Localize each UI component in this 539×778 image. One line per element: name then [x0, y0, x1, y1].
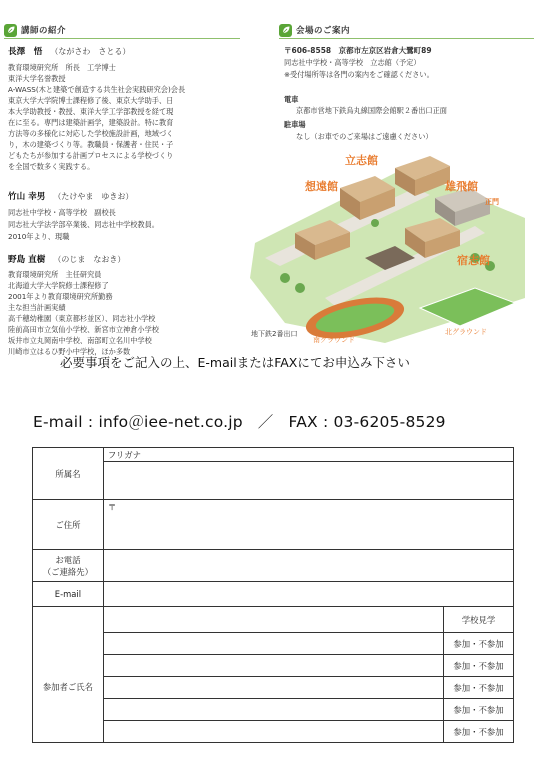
lecturer-bio-line: 北海道大学大学院修士課程修了	[8, 281, 109, 290]
school-visit-header: 学校見学	[444, 607, 514, 633]
contact-separator: ／	[257, 413, 274, 431]
phone-label-line2: （ご連絡先）	[42, 566, 94, 577]
venue-building: 同志社中学校・高等学校 立志館（予定）	[284, 58, 421, 67]
participant-name-field[interactable]	[103, 655, 443, 677]
parking-text: なし（お車でのご来場はご遠慮ください）	[296, 132, 433, 141]
lecturer-name: 長澤 悟	[8, 47, 43, 57]
lecturer-name: 竹山 幸男	[8, 192, 46, 202]
map-label-risshikan: 立志館	[345, 154, 378, 167]
lecturer-bio-line: 方法等の多様化に対応した学校施設計画，地域づく	[8, 129, 174, 138]
lecturers-section-title: 講師の紹介	[21, 26, 67, 36]
application-notice: 必要事項をご記入の上、E-mailまたはFAXにてお申込み下さい	[60, 355, 410, 370]
phone-field[interactable]	[103, 550, 513, 582]
lecturer-name-row	[8, 255, 125, 266]
venue-section-header	[279, 22, 350, 38]
lecturer-bio-line: 在に至る。専門は建築計画学，建築設計。特に教育	[8, 118, 174, 127]
affiliation-field[interactable]	[103, 462, 513, 500]
lecturer-bio-line: 同志社中学校・高等学校 副校長	[8, 208, 116, 217]
participants-header-blank	[103, 607, 443, 633]
lecturer-kana: （ながさわ さとる）	[50, 47, 131, 56]
attendance-option[interactable]: 参加・不参加	[444, 633, 514, 655]
participants-label-spacer	[33, 607, 104, 633]
application-form	[32, 447, 514, 743]
lecturer-bio-line: 川崎市立はるひ野小中学校，ほか多数	[8, 347, 131, 356]
email-field[interactable]	[103, 582, 513, 607]
participant-name-field[interactable]	[103, 699, 443, 721]
postal-mark: 〒	[107, 502, 117, 512]
campus-map	[245, 148, 530, 343]
lecturer-bio-line: 高千穂幼稚園（東京都杉並区）、同志社小学校	[8, 314, 156, 323]
map-label-north-ground: 北グラウンド	[445, 328, 487, 336]
phone-label	[33, 550, 104, 582]
lecturer-bio-line: どもたちが参加する計画プロセスによる学校づくり	[8, 151, 174, 160]
map-label-soenkan: 想遠館	[305, 180, 338, 193]
lecturer-bio-line: 2001年より教育環境研究所勤務	[8, 292, 113, 301]
lecturers-section-header	[4, 22, 66, 38]
lecturer-bio-line: 教育環境研究所 所長 工学博士	[8, 63, 116, 72]
lecturer-kana: （たけやま ゆきお）	[53, 192, 134, 201]
lecturer-bio-line: 同志社大学法学部卒業後、同志社中学校教員。	[8, 220, 159, 229]
lecturer-bio-line: 本大学助教授・教授、東洋大学工学部教授を経て現	[8, 107, 174, 116]
attendance-option[interactable]: 参加・不参加	[444, 677, 514, 699]
participant-name-field[interactable]	[103, 633, 443, 655]
leaf-icon	[4, 24, 17, 37]
furigana-hint: フリガナ	[103, 448, 513, 462]
train-heading: 電車	[284, 95, 299, 104]
lecturer-name: 野島 直樹	[8, 255, 46, 265]
leaf-icon	[279, 24, 292, 37]
participant-name-field[interactable]	[103, 677, 443, 699]
contact-fax: FAX : 03-6205-8529	[288, 413, 446, 431]
section-divider	[279, 38, 534, 39]
attendance-option[interactable]: 参加・不参加	[444, 721, 514, 743]
address-field[interactable]	[103, 500, 513, 550]
lecturer-bio-line: を全国で数多く実践する。	[8, 162, 95, 171]
lecturer-bio-line: 東京大学大学院博士課程修了後、東京大学助手、日	[8, 96, 174, 105]
lecturer-bio-line: 陸前高田市立気仙小学校、新宮市立神倉小学校	[8, 325, 159, 334]
venue-address: 〒606-8558 京都市左京区岩倉大鷺町89	[284, 46, 432, 55]
map-label-entrance: 正門	[485, 198, 499, 206]
lecturer-bio-line: 東洋大学名誉教授	[8, 74, 66, 83]
lecturer-name-row	[8, 192, 133, 203]
lecturer-bio-line: 2010年より、現職	[8, 232, 70, 241]
participant-name-field[interactable]	[103, 721, 443, 743]
train-text: 京都市営地下鉄烏丸線国際会館駅２番出口正面	[296, 106, 447, 115]
attendance-option[interactable]: 参加・不参加	[444, 655, 514, 677]
lecturer-bio-line: り，木の建築づくり等。教職員・保護者・住民・子	[8, 140, 174, 149]
venue-section-title: 会場のご案内	[296, 26, 351, 36]
map-label-shukokan: 宿志館	[457, 254, 490, 267]
contact-line	[33, 410, 446, 432]
phone-label-line1: お電話	[55, 554, 81, 565]
lecturer-name-row	[8, 47, 130, 58]
lecturer-kana: （のじま なおき）	[53, 255, 126, 264]
section-divider	[4, 38, 240, 39]
contact-email[interactable]: E-mail : info＠iee-net.co.jp	[33, 413, 243, 431]
affiliation-label: 所属名	[33, 448, 104, 500]
participants-label: 参加者ご氏名	[33, 633, 104, 743]
map-label-yuhikan: 雄飛館	[445, 180, 478, 193]
lecturer-bio-line: A-WASS(木と建築で創造する共生社会実践研究会)会長	[8, 85, 186, 94]
lecturer-bio-line: 主な担当計画実績	[8, 303, 66, 312]
map-label-south-ground: 南グラウンド	[313, 336, 355, 343]
map-label-exit: 地下鉄2番出口	[251, 330, 298, 338]
address-label: ご住所	[33, 500, 104, 550]
venue-reception-note: ※受付場所等は各門の案内をご確認ください。	[284, 70, 434, 79]
lecturer-bio-line: 教育環境研究所 主任研究員	[8, 270, 102, 279]
email-label: E-mail	[33, 582, 104, 607]
attendance-option[interactable]: 参加・不参加	[444, 699, 514, 721]
parking-heading: 駐車場	[284, 120, 306, 129]
lecturer-bio-line: 坂井市立丸岡南中学校、南部町立名川中学校	[8, 336, 152, 345]
campus-map-illustration	[245, 148, 530, 343]
